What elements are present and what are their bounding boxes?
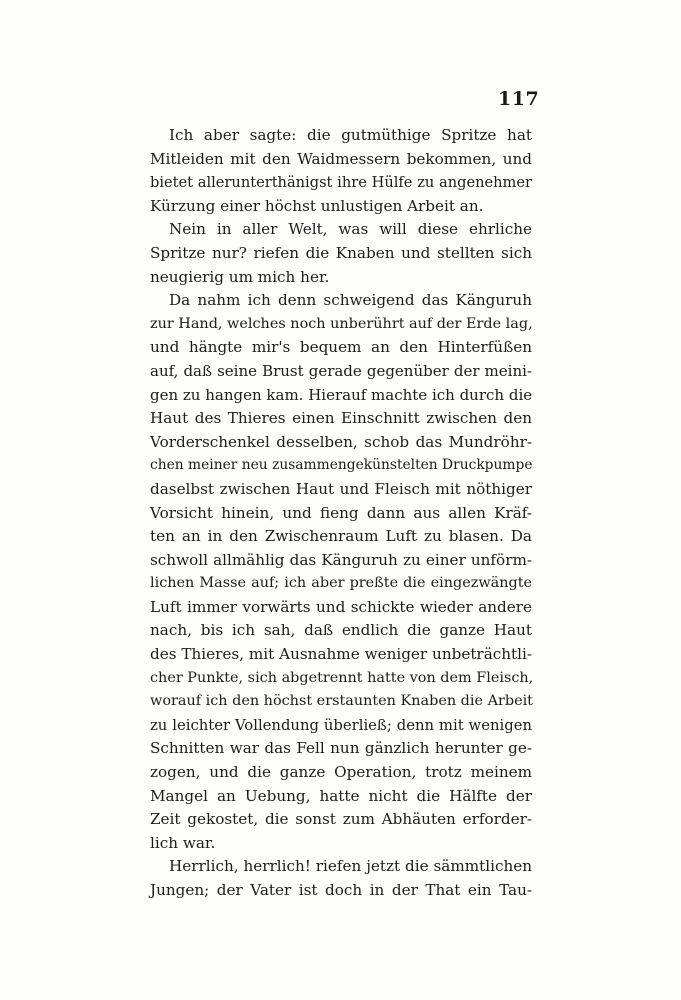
text-line: ten an in den Zwischenraum Luft zu blasen. Da — [150, 527, 532, 546]
text-line: Da nahm ich denn schweigend das Känguruh — [169, 291, 532, 310]
text-line: Spritze nur? riefen die Knaben und stellten sich — [150, 243, 532, 262]
text-line: Vorsicht hinein, und fieng dann aus allen Kräf- — [150, 503, 532, 522]
text-line: cher Punkte, sich abgetrennt hatte von dem Fleisch, — [150, 669, 534, 686]
text-line: Luft immer vorwärts und schickte wieder andere — [150, 597, 532, 616]
text-line: neugierig um mich her. — [150, 267, 330, 286]
text-line: Zeit gekostet, die sonst zum Abhäuten erforder- — [150, 810, 532, 829]
text-line: zu leichter Vollendung überließ; denn mit wenigen — [150, 716, 532, 734]
text-line: Mangel an Uebung, hatte nicht die Hälfte der — [150, 786, 532, 805]
text-line: Vorderschenkel desselben, schob das Mundröhr- — [150, 432, 532, 451]
text-line: schwoll allmählig das Känguruh zu einer unförm- — [150, 550, 532, 569]
text-line: bietet allerunterthänigst ihre Hülfe zu angenehmer — [150, 174, 532, 192]
text-line: Jungen; der Vater ist doch in der That ein Tau- — [150, 881, 532, 899]
text-line: worauf ich den höchst erstaunten Knaben die Arbeit — [150, 693, 533, 710]
page-number: 117 — [498, 88, 540, 110]
text-line: nach, bis ich sah, daß endlich die ganze Haut — [150, 621, 532, 640]
text-line: chen meiner neu zusammengekünstelten Druckpumpe — [150, 457, 533, 474]
text-line: Haut des Thieres einen Einschnitt zwischen den — [150, 409, 532, 428]
text-line: zogen, und die ganze Operation, trotz meinem — [150, 763, 532, 782]
text-line: gen zu hangen kam. Hierauf machte ich durch die — [150, 385, 533, 404]
body-text — [150, 124, 532, 903]
text-line: Nein in aller Welt, was will diese ehrliche — [169, 220, 532, 239]
text-line: Schnitten war das Fell nun gänzlich herunter ge- — [150, 739, 532, 758]
text-line: Ich aber sagte: die gutmüthige Spritze hat — [169, 126, 532, 144]
text-line: und hängte mir's bequem an den Hinterfüßen — [150, 338, 532, 357]
text-line: lichen Masse auf; ich aber preßte die eingezwängte — [150, 575, 532, 592]
text-line: Kürzung einer höchst unlustigen Arbeit an. — [150, 196, 484, 215]
text-line: daselbst zwischen Haut und Fleisch mit nöthiger — [150, 479, 532, 498]
text-line: lich war. — [150, 833, 216, 852]
text-line: Herrlich, herrlich! riefen jetzt die sämmtlichen — [169, 857, 532, 876]
text-line: des Thieres, mit Ausnahme weniger unbeträchtli- — [150, 645, 532, 664]
text-line: Mitleiden mit den Waidmessern bekommen, und — [150, 149, 532, 168]
text-line: auf, daß seine Brust gerade gegenüber der meini- — [150, 361, 532, 380]
text-line: zur Hand, welches noch unberührt auf der Erde lag, — [150, 315, 533, 332]
